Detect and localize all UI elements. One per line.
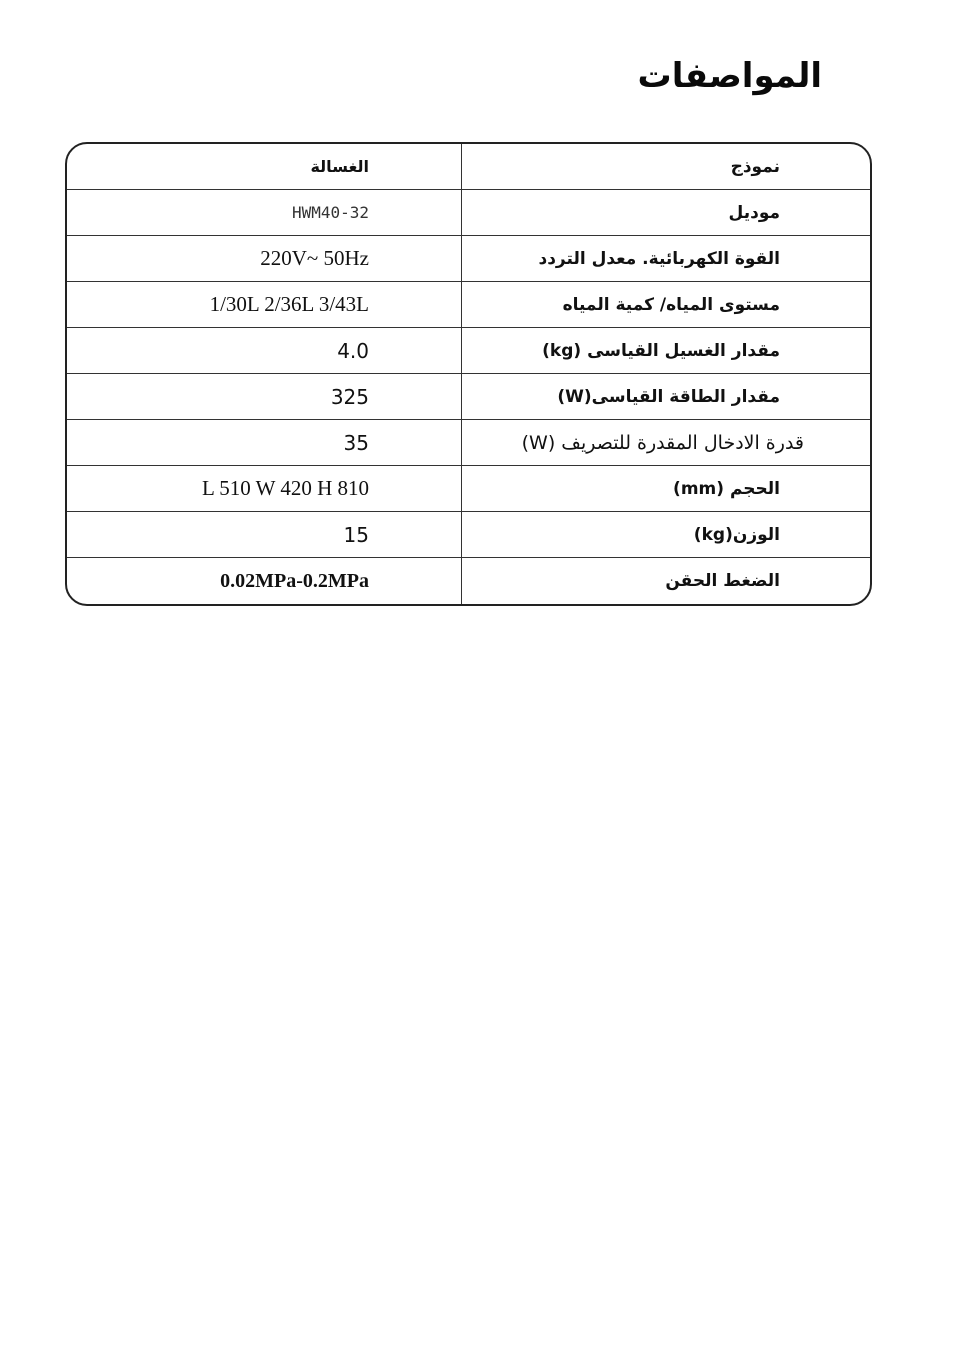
model-value: HWM40-32 [67, 190, 462, 235]
drain-power-value: 35 [67, 420, 462, 465]
table-row [67, 236, 870, 282]
table-row [67, 558, 870, 604]
wash-capacity-label: مقدار الغسيل القياسى (kg) [542, 340, 780, 361]
table-row [67, 282, 870, 328]
table-row [67, 190, 870, 236]
rated-power-value: 325 [67, 374, 462, 419]
water-level-value: 1/30L 2/36L 3/43L [67, 282, 462, 327]
table-row [67, 512, 870, 558]
power-label: القوة الكهربائية. معدل التردد [538, 248, 780, 269]
water-level-label: مستوى المياه/ كمية المياه [562, 294, 780, 315]
weight-value: 15 [67, 512, 462, 557]
table-row [67, 466, 870, 512]
rated-power-label: مقدار الطاقة القياسى(W) [557, 386, 780, 407]
dimensions-value: L 510 W 420 H 810 [67, 466, 462, 511]
pressure-label: الضغط الحقن [665, 571, 780, 591]
wash-capacity-value: 4.0 [67, 328, 462, 373]
table-row [67, 420, 870, 466]
table-row [67, 328, 870, 374]
header-label: نموذج [730, 156, 780, 177]
model-label: موديل [728, 202, 780, 223]
header-value: الغسالة [67, 144, 462, 189]
dimensions-label: الحجم (mm) [673, 478, 780, 499]
specifications-table [65, 142, 872, 606]
table-row [67, 374, 870, 420]
power-value: 220V~ 50Hz [67, 236, 462, 281]
table-header-row [67, 144, 870, 190]
drain-power-label: قدرة الادخال المقدرة للتصريف (W) [521, 431, 804, 454]
page-title: المواصفات [637, 56, 822, 96]
pressure-value: 0.02MPa-0.2MPa [67, 558, 462, 604]
weight-label: الوزن(kg) [693, 524, 780, 545]
